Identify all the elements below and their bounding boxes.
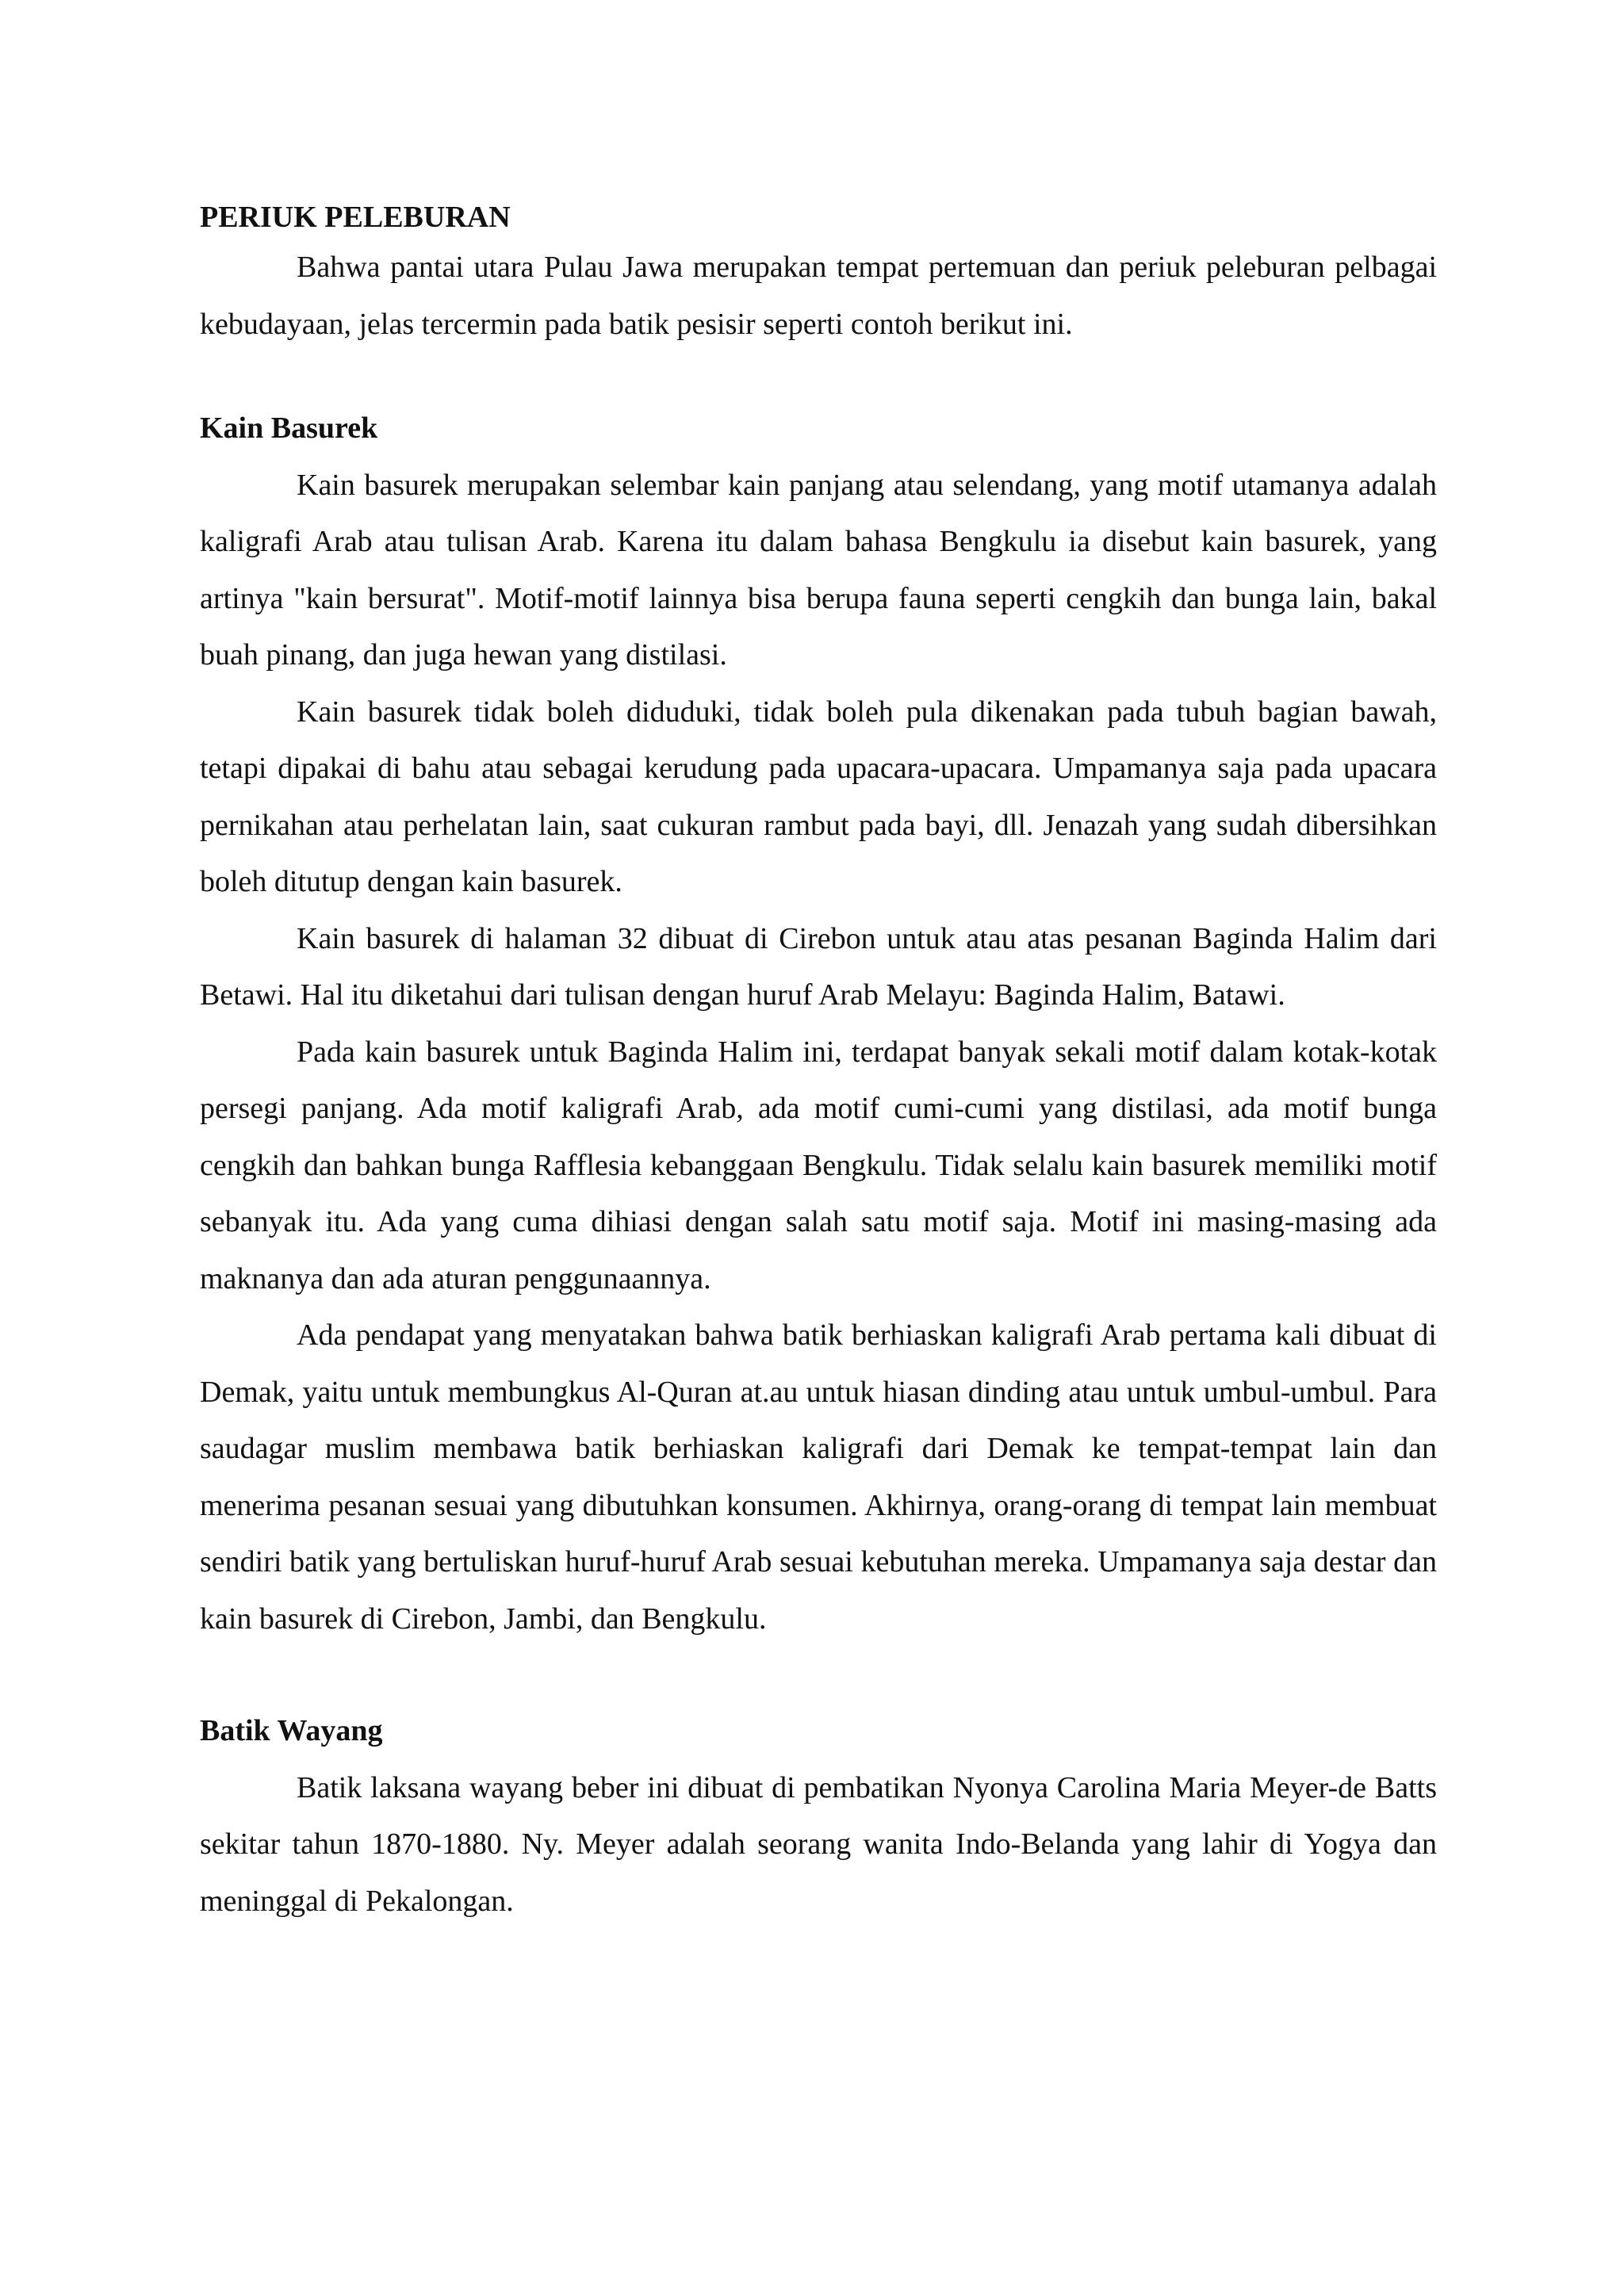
paragraph: Pada kain basurek untuk Baginda Halim ini, terdapat banyak sekali motif dalam kotak-kotak persegi panjang. Ada motif kaligrafi Arab, ada motif cumi-cumi yang distilasi, ada motif bunga cengkih dan bahkan bunga Rafflesia kebanggaan Bengkulu. Tidak selalu kain basurek memiliki motif sebanyak itu. Ada yang cuma dihiasi dengan salah satu motif saja. Motif ini masing-masing ada maknanya dan ada aturan penggunaannya. — [200, 1035, 1437, 1295]
paragraph: Kain basurek di halaman 32 dibuat di Cirebon untuk atau atas pesanan Baginda Halim dari Betawi. Hal itu diketahui dari tulisan dengan huruf Arab Melayu: Baginda Halim, Batawi. — [200, 921, 1437, 1012]
intro-paragraph: Bahwa pantai utara Pulau Jawa merupakan tempat pertemuan dan periuk peleburan pelbagai kebudayaan, jelas tercermin pada batik pesisir seperti contoh berikut ini. — [200, 251, 1437, 341]
page-title: PERIUK PELEBURAN — [200, 201, 511, 234]
section-kain-basurek — [200, 400, 1437, 1647]
section-heading: Batik Wayang — [200, 1714, 383, 1747]
section-batik-wayang — [200, 1703, 1437, 1930]
document-page — [200, 195, 1437, 1930]
paragraph: Ada pendapat yang menyatakan bahwa batik berhiaskan kaligrafi Arab pertama kali dibuat di Demak, yaitu untuk membungkus Al-Quran at.au untuk hiasan dinding atau untuk umbul-umbul. Para saudagar muslim membawa batik berhiaskan kaligrafi dari Demak ke tempat-tempat lain dan menerima pesanan sesuai yang dibutuhkan konsumen. Akhirnya, orang-orang di tempat lain membuat sendiri batik yang bertuliskan huruf-huruf Arab sesuai kebutuhan mereka. Umpamanya saja destar dan kain basurek di Cirebon, Jambi, dan Bengkulu. — [200, 1318, 1437, 1636]
paragraph: Batik laksana wayang beber ini dibuat di pembatikan Nyonya Carolina Maria Meyer-de Batts sekitar tahun 1870-1880. Ny. Meyer adalah seorang wanita Indo-Belanda yang lahir di Yogya dan meninggal di Pekalongan. — [200, 1770, 1437, 1918]
paragraph: Kain basurek tidak boleh diduduki, tidak boleh pula dikenakan pada tubuh bagian bawah, tetapi dipakai di bahu atau sebagai kerudung pada upacara-upacara. Umpamanya saja pada upacara pernikahan atau perhelatan lain, saat cukuran rambut pada bayi, dll. Jenazah yang sudah dibersihkan boleh ditutup dengan kain basurek. — [200, 695, 1437, 898]
section-heading: Kain Basurek — [200, 411, 378, 445]
paragraph: Kain basurek merupakan selembar kain panjang atau selendang, yang motif utamanya adalah kaligrafi Arab atau tulisan Arab. Karena itu dalam bahasa Bengkulu ia disebut kain basurek, yang artinya "kain bersurat". Motif-motif lainnya bisa berupa fauna seperti cengkih dan bunga lain, bakal buah pinang, dan juga hewan yang distilasi. — [200, 468, 1437, 672]
